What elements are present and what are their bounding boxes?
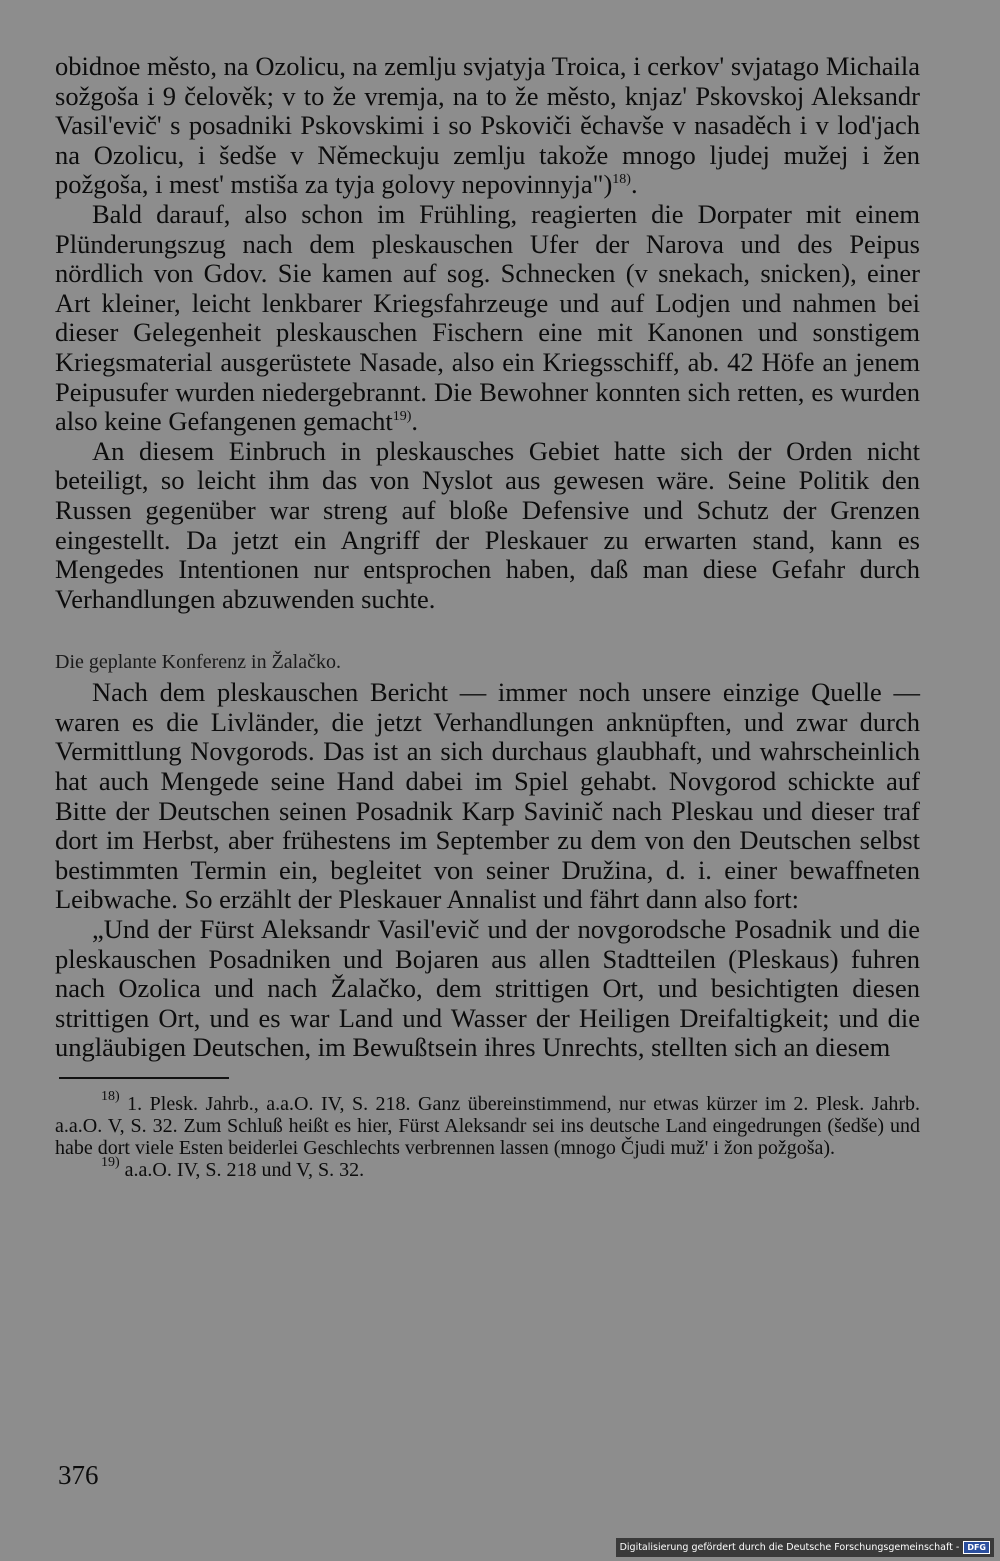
page-body [55,52,920,1181]
digitization-credit [616,1538,994,1557]
paragraph-2-tail: . [411,406,419,437]
paragraph-3 [55,437,920,615]
paragraph-1 [55,52,920,200]
footnote-18-text: 1. Plesk. Jahrb., a.a.O. IV, S. 218. Ganz übereinstimmend, nur etwas kürzer im 2. Plesk. Jahrb. a.a.O. V, S. 32. Zum Schluß heißt es hier, Fürst Aleksandr sei ins deutsche Land eingedrungen (šedše) und habe dort viele Esten beiderlei Geschlechts verbrennen lassen (mnogo Čjudi muž' i žon požgoša). [55,1093,920,1159]
paragraph-1-tail: . [630,169,638,200]
paragraph-1-text: obidnoe město, na Ozolicu, na zemlju svjatyja Troica, i cerkov' svjatago Michaila sožgoša i 9 čelověk; v to že vremja, na to že město, knjaz' Pskovskoj Aleksandr Vasil'evič' s posadniki Pskovskimi i so Pskoviči ěchavše v nasaděch i v lod'jach na Ozolicu, i šedše v Německuju zemlju takože mnogo ljudej mužej i žen požgoša, i mest' mstiša za tyja golovy nepovinnyja") [55,51,920,200]
footnote-ref-19[interactable]: 19) [392,409,412,425]
section-heading: Die geplante Konferenz in Žalačko. [55,651,341,674]
paragraph-2-text: Bald darauf, also schon im Frühling, reagierten die Dorpater mit einem Plünderungszug nach dem pleskauschen Ufer der Narova und des Peipus nördlich von Gdov. Sie kamen auf sog. Schnecken (v snekach, snicken), einer Art kleiner, leicht lenkbarer Kriegsfahrzeuge und auf Lodjen und nahmen bei dieser Gelegenheit pleskauschen Fischern eine mit Kanonen und sonstigem Kriegsmaterial ausgerüstete Nasade, also ein Kriegsschiff, ab. 42 Höfe an jenem Peipusufer wurden niedergebrannt. Die Bewohner konnten sich retten, es wurden also keine Gefangenen gemacht [55,198,920,437]
footnote-divider [59,1077,229,1079]
footnote-18 [55,1089,920,1159]
paragraph-3-text: An diesem Einbruch in pleskausches Gebiet hatte sich der Orden nicht beteiligt, so leicht ihm das von Nyslot aus gewesen wäre. Seine Politik den Russen gegenüber war streng auf bloße Defensive und Schutz der Grenzen eingestellt. Da jetzt ein Angriff der Pleskauer zu erwarten stand, kann es Mengedes Intentionen nur entsprochen haben, daß man diese Gefahr durch Verhandlungen abzuwenden suchte. [55,435,920,614]
footnote-ref-18[interactable]: 18) [612,172,631,188]
footnote-19 [55,1155,920,1181]
paragraph-2 [55,200,920,437]
paragraph-5-quote [55,915,920,1063]
paragraph-5-text: „Und der Fürst Aleksandr Vasil'evič und der novgorodsche Posadnik und die pleskauschen Posadniken und Bojaren aus allen Stadtteilen (Pleskaus) fuhren nach Ozolica und nach Žalačko, dem strittigen Ort, und besichtigten diesen strittigen Ort, und es war Land und Wasser der Heiligen Dreifaltigkeit; und die ungläubigen Deutschen, im Bewußtsein ihres Unrechts, stellten sich an diesem [55,914,920,1063]
footnote-mark-19: 19) [101,1155,120,1170]
footnote-mark-18: 18) [101,1089,120,1104]
page-number: 376 [58,1460,99,1490]
paragraph-4 [55,678,920,915]
paragraph-4-text: Nach dem pleskauschen Bericht — immer noch unsere einzige Quelle — waren es die Livländer, die jetzt Verhandlungen anknüpften, und zwar durch Vermittlung Novgorods. Das ist an sich durchaus glaubhaft, und wahrscheinlich hat auch Mengede seine Hand dabei im Spiel gehabt. Novgorod schickte auf Bitte der Deutschen seinen Posadnik Karp Savinič nach Pleskau und dieser traf dort im Herbst, aber frühestens im September zu dem von den Deutschen selbst bestimmten Termin ein, begleitet von seiner Družina, d. i. einer bewaffneten Leibwache. So erzählt der Pleskauer Annalist und fährt dann also fort: [55,677,920,915]
credit-text: Digitalisierung gefördert durch die Deutsche Forschungsgemeinschaft - [619,1542,960,1553]
dfg-logo-icon: DFG [963,1541,990,1554]
footnote-19-text: a.a.O. IV, S. 218 und V, S. 32. [124,1159,365,1181]
